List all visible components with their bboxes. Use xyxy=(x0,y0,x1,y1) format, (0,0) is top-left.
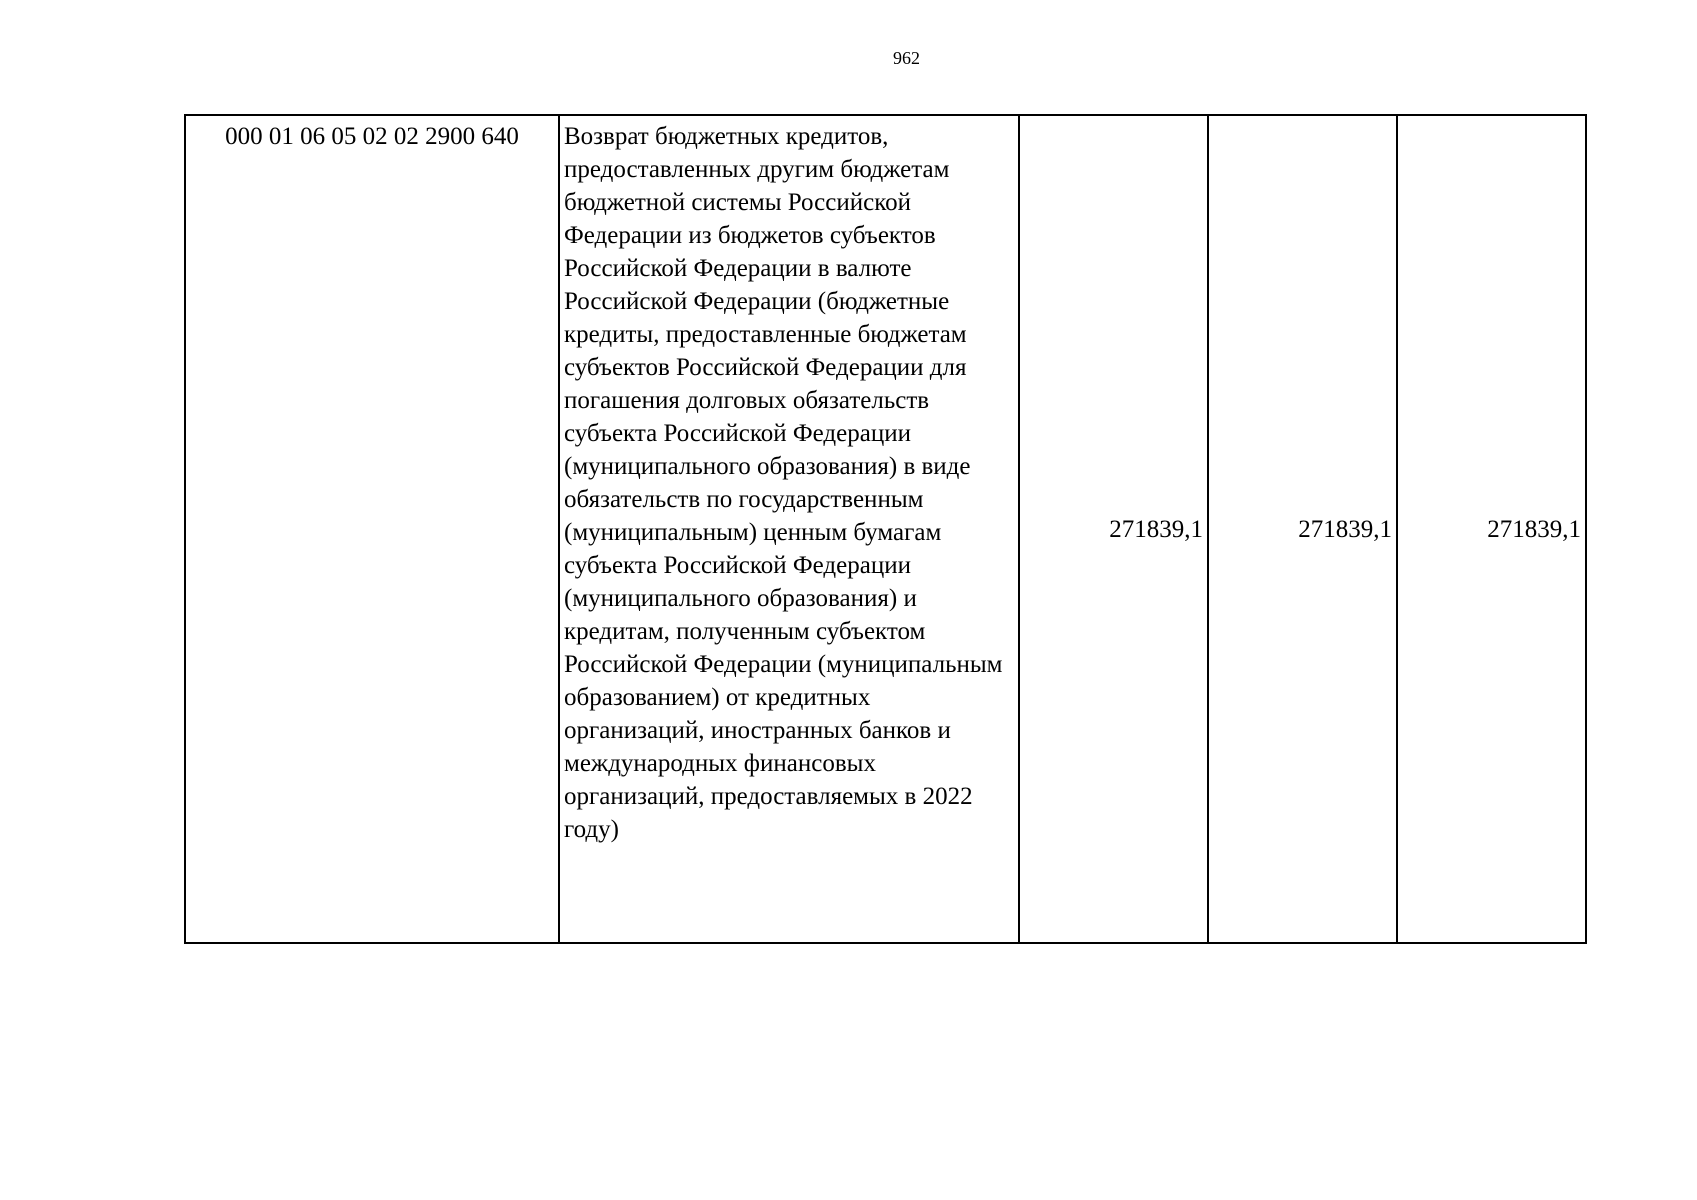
amount-cell-3: 271839,1 xyxy=(1397,115,1586,943)
description-cell: Возврат бюджетных кредитов, предоставленных другим бюджетам бюджетной системы Российской Федерации из бюджетов субъектов Российской Федерации в валюте Российской Федерации (бюджетные кредиты, предоставленные бюджетам субъектов Российской Федерации для погашения долговых обязательств субъекта Российской Федерации (муниципального образования) в виде обязательств по государственным (муниципальным) ценным бумагам субъекта Российской Федерации (муниципального образования) и кредитам, полученным субъектом Российской Федерации (муниципальным образованием) от кредитных организаций, иностранных банков и международных финансовых организаций, предоставляемых в 2022 году) xyxy=(559,115,1019,943)
amount-cell-1: 271839,1 xyxy=(1019,115,1208,943)
amount-cell-2: 271839,1 xyxy=(1208,115,1397,943)
table-row xyxy=(185,115,1586,943)
budget-code-cell: 000 01 06 05 02 02 2900 640 xyxy=(185,115,559,943)
page-number: 962 xyxy=(893,48,920,68)
budget-table xyxy=(184,114,1587,944)
